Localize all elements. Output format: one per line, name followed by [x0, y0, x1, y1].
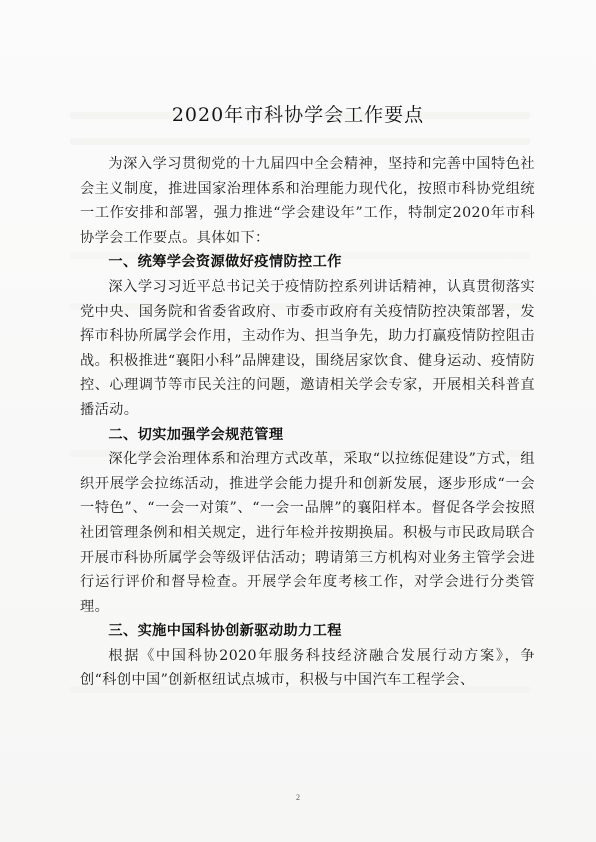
bleed-through-mark — [70, 138, 530, 145]
section-heading: 二、切实加强学会规范管理 — [108, 426, 284, 443]
document-body — [80, 152, 535, 693]
page-number: 2 — [296, 793, 300, 802]
section-heading: 一、统筹学会资源做好疫情防控工作 — [108, 254, 342, 271]
section-paragraph: 深化学会治理体系和治理方式改革，采取“以拉练促建设”方式，组织开展学会拉练活动，推进学会能力提升和创新发展，逐步形成“一会一特色”、“一会一对策”、“一会一品牌”的襄阳样本。督促各学会按照社团管理条例和相关规定，进行年检并按期换届。积极与市民政局联合开展市科协所属学会等级评估活动；聘请第三方机构对业务主管学会进行运行评价和督导检查。开展学会年度考核工作，对学会进行分类管理。 — [80, 451, 535, 615]
section-paragraph: 深入学习习近平总书记关于疫情防控系列讲话精神，认真贯彻落实党中央、国务院和省委省政府、市委市政府有关疫情防控决策部署，发挥市科协所属学会作用，主动作为、担当争先，助力打赢疫情防控阻击战。积极推进“襄阳小科”品牌建设，围绕居家饮食、健身运动、疫情防控、心理调节等市民关注的问题，邀请相关学会专家，开展相关科普直播活动。 — [80, 278, 535, 418]
section-paragraph: 根据《中国科协2020年服务科技经济融合发展行动方案》，争创“科创中国”创新枢纽试点城市，积极与中国汽车工程学会、 — [80, 647, 535, 689]
document-title: 2020年市科协学会工作要点 — [171, 104, 425, 126]
section-heading: 三、实施中国科协创新驱动助力工程 — [108, 623, 342, 640]
intro-paragraph: 为深入学习贯彻党的十九届四中全会精神，坚持和完善中国特色社会主义制度，推进国家治理体系和治理能力现代化，按照市科协党组统一工作安排和部署，强力推进“学会建设年”工作，特制定2020年市科协学会工作要点。具体如下： — [80, 156, 535, 246]
